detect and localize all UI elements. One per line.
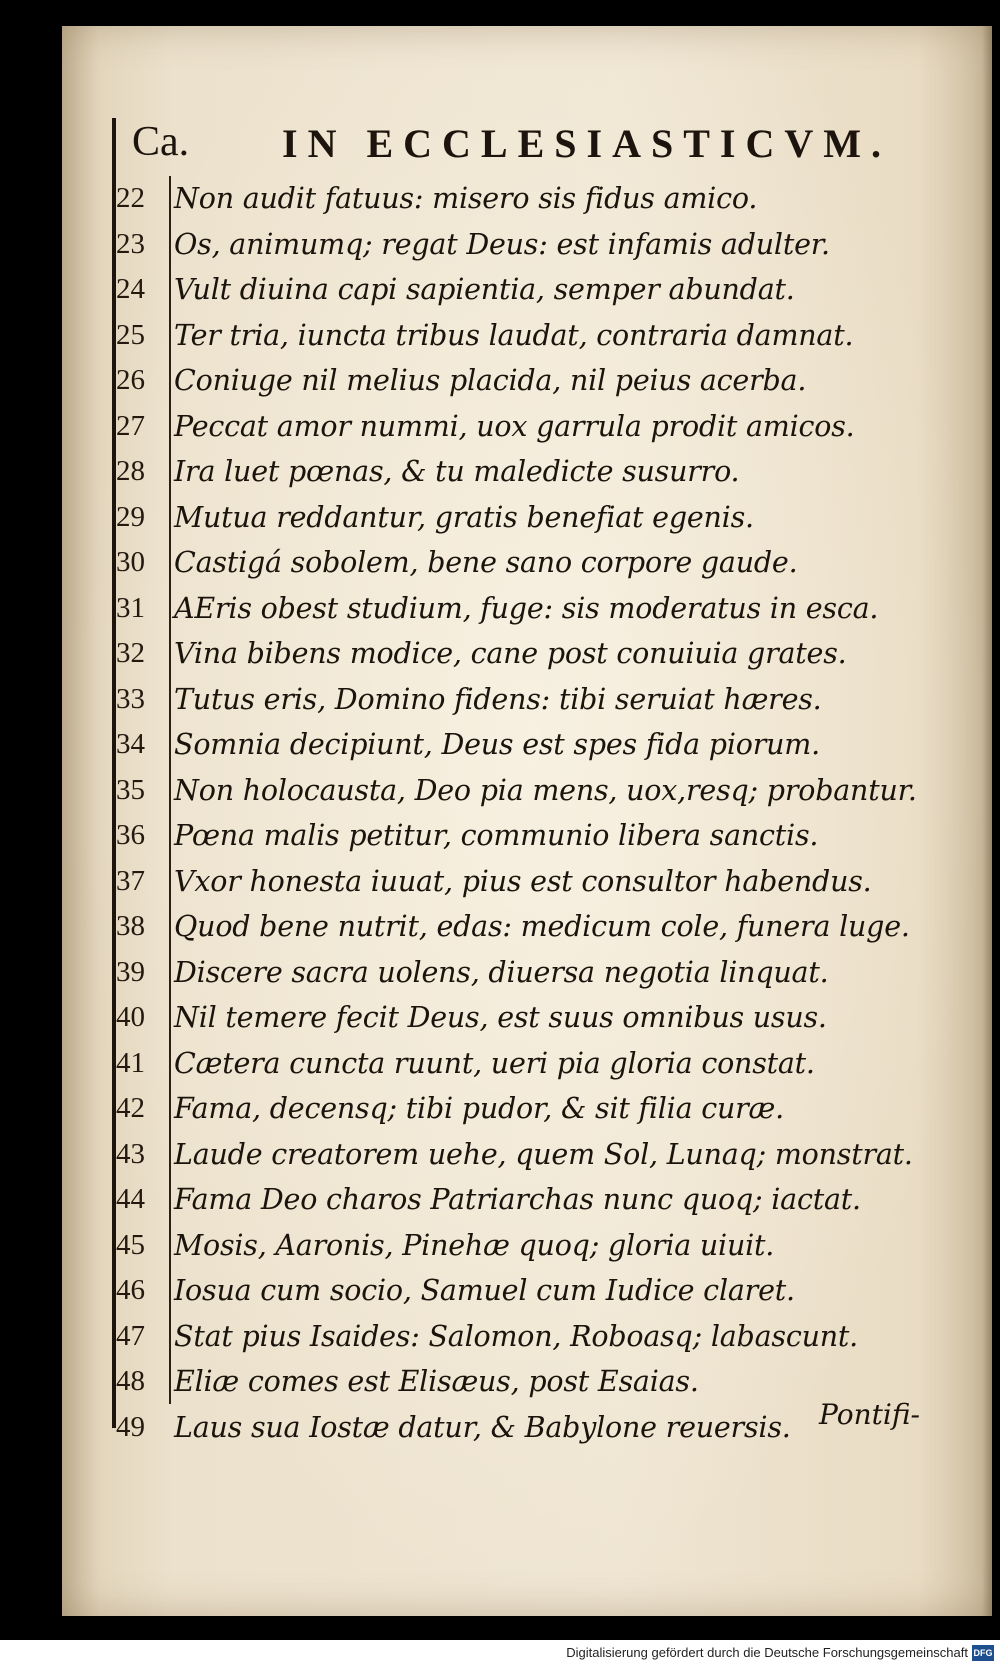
verse-number: 48 <box>116 1365 145 1398</box>
verse-row <box>112 176 992 222</box>
verse-row <box>112 722 992 768</box>
verse-text: Somnia decipiunt, Deus est spes fida piorum. <box>174 728 820 762</box>
verse-text: Eliæ comes est Elisæus, post Esaias. <box>174 1365 699 1399</box>
verse-text: Laus sua Iostæ datur, & Babylone reuersis. <box>174 1410 791 1444</box>
verse-number: 23 <box>116 227 145 260</box>
verse-text: Non holocausta, Deo pia mens, uox,resq; probantur. <box>174 773 917 807</box>
verse-row <box>112 1177 992 1223</box>
verse-text: Ter tria, iuncta tribus laudat, contraria damnat. <box>174 318 854 352</box>
verse-row <box>112 540 992 586</box>
verse-row <box>112 586 992 632</box>
verse-text: Mosis, Aaronis, Pinehæ quoq; gloria uiuit. <box>174 1228 775 1262</box>
verse-row <box>112 313 992 359</box>
verse-text: Peccat amor nummi, uox garrula prodit amicos. <box>174 409 855 443</box>
verse-row <box>112 677 992 723</box>
catchword: Pontifi- <box>819 1398 920 1431</box>
verse-text: Mutua reddantur, gratis benefiat egenis. <box>174 500 754 534</box>
verse-number: 45 <box>116 1228 145 1261</box>
verse-row <box>112 1132 992 1178</box>
verse-number: 22 <box>116 182 145 215</box>
verse-number: 41 <box>116 1046 145 1079</box>
verse-text: Fama, decensq; tibi pudor, & sit filia curæ. <box>174 1092 785 1126</box>
verse-row <box>112 1314 992 1360</box>
page-title: IN ECCLESIASTICVM. <box>282 121 891 166</box>
verse-number: 46 <box>116 1274 145 1307</box>
verse-number: 24 <box>116 273 145 306</box>
verse-row <box>112 267 992 313</box>
verse-text: Non audit fatuus: misero sis fidus amico. <box>174 182 758 216</box>
verse-row <box>112 358 992 404</box>
verse-number: 47 <box>116 1319 145 1352</box>
verse-text: Iosua cum socio, Samuel cum Iudice claret. <box>174 1274 795 1308</box>
dfg-logo-icon: DFG <box>972 1645 994 1661</box>
verse-row <box>112 495 992 541</box>
verse-row <box>112 904 992 950</box>
verse-number: 32 <box>116 637 145 670</box>
verse-text: Vina bibens modice, cane post conuiuia grates. <box>174 637 847 671</box>
verse-number: 38 <box>116 910 145 943</box>
verse-text: Castigá sobolem, bene sano corpore gaude. <box>174 546 798 580</box>
verse-row <box>112 404 992 450</box>
verse-text: Laude creatorem uehe, quem Sol, Lunaq; monstrat. <box>174 1137 913 1171</box>
verse-row <box>112 950 992 996</box>
verse-number: 40 <box>116 1001 145 1034</box>
verse-number: 36 <box>116 819 145 852</box>
verse-text: Stat pius Isaides: Salomon, Roboasq; labascunt. <box>174 1319 859 1353</box>
verse-number: 49 <box>116 1410 145 1443</box>
verse-row <box>112 768 992 814</box>
verse-number: 25 <box>116 318 145 351</box>
verse-text: Os, animumq; regat Deus: est infamis adulter. <box>174 227 830 261</box>
verse-text: Pœna malis petitur, communio libera sanctis. <box>174 819 819 853</box>
chapter-label: Ca. <box>132 119 190 165</box>
verse-number: 39 <box>116 955 145 988</box>
book-page <box>62 26 992 1616</box>
verse-number: 43 <box>116 1137 145 1170</box>
funding-credit: Digitalisierung gefördert durch die Deutsche Forschungsgemeinschaft <box>566 1645 968 1660</box>
verse-text: Vxor honesta iuuat, pius est consultor habendus. <box>174 864 872 898</box>
verse-row <box>112 1041 992 1087</box>
verse-row <box>112 449 992 495</box>
verse-number: 37 <box>116 864 145 897</box>
verse-text: Fama Deo charos Patriarchas nunc quoq; iactat. <box>174 1183 861 1217</box>
verse-row <box>112 222 992 268</box>
verse-number: 35 <box>116 773 145 806</box>
verse-row <box>112 995 992 1041</box>
verse-row <box>112 813 992 859</box>
verse-number: 44 <box>116 1183 145 1216</box>
verse-number: 29 <box>116 500 145 533</box>
verse-text: Tutus eris, Domino fidens: tibi seruiat hæres. <box>174 682 822 716</box>
verse-text: Coniuge nil melius placida, nil peius acerba. <box>174 364 807 398</box>
verse-row <box>112 859 992 905</box>
verse-number: 42 <box>116 1092 145 1125</box>
verse-text: Nil temere fecit Deus, est suus omnibus usus. <box>174 1001 827 1035</box>
verse-row <box>112 631 992 677</box>
running-header <box>132 104 952 174</box>
footer-bar <box>0 1640 1000 1667</box>
verse-row <box>112 1268 992 1314</box>
verse-text: Quod bene nutrit, edas: medicum cole, funera luge. <box>174 910 910 944</box>
verse-number: 27 <box>116 409 145 442</box>
verse-text: Vult diuina capi sapientia, semper abundat. <box>174 273 795 307</box>
verse-number: 33 <box>116 682 145 715</box>
verse-list <box>112 176 992 1450</box>
verse-row <box>112 1086 992 1132</box>
verse-text: AEris obest studium, fuge: sis moderatus in esca. <box>174 591 879 625</box>
verse-number: 34 <box>116 728 145 761</box>
verse-text: Ira luet pœnas, & tu maledicte susurro. <box>174 455 740 489</box>
verse-text: Cætera cuncta ruunt, ueri pia gloria constat. <box>174 1046 815 1080</box>
verse-number: 28 <box>116 455 145 488</box>
verse-number: 31 <box>116 591 145 624</box>
verse-row <box>112 1223 992 1269</box>
verse-number: 26 <box>116 364 145 397</box>
verse-text: Discere sacra uolens, diuersa negotia linquat. <box>174 955 829 989</box>
verse-number: 30 <box>116 546 145 579</box>
